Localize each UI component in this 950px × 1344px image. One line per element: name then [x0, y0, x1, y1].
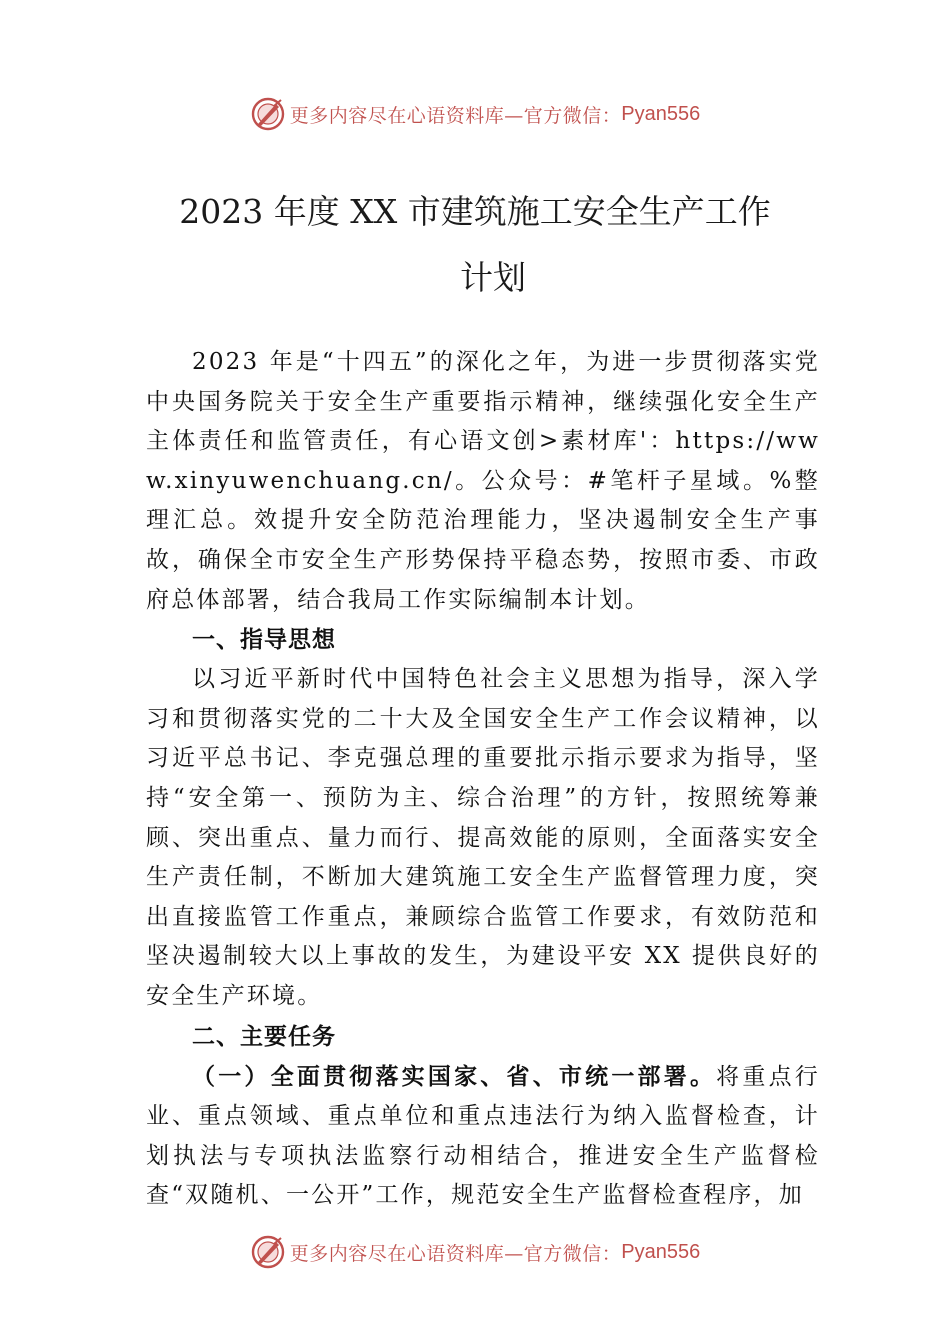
section2-sub1-paragraph	[146, 1057, 820, 1216]
section2-heading: 二、主要任务	[192, 1023, 336, 1050]
intro-paragraph: 2023 年是“十四五”的深化之年，为进一步贯彻落实党中央国务院关于安全生产重要指示精神，继续强化安全生产主体责任和监管责任，有心语文创>素材库'：https://www.xinyuwenchuang.cn/。公众号：#笔杆子星域。%整理汇总。效提升安全防范治理能力，坚决遏制安全生产事故，确保全市安全生产形势保持平稳态势，按照市委、市政府总体部署，结合我局工作实际编制本计划。	[146, 349, 820, 613]
footer-wechat-id: Pyan556	[621, 1240, 701, 1263]
wechat-id: Pyan556	[621, 102, 701, 125]
document-title-line1: 2023 年度 XX 市建筑施工安全生产工作	[179, 192, 771, 231]
footer-watermark-banner	[0, 1232, 950, 1272]
header-watermark-banner	[0, 94, 950, 134]
section2-sub1-body: 将重点行业、重点领域、重点单位和重点违法行为纳入监督检查，计划执法与专项执法监察行动相结合，推进安全生产监督检查“双随机、一公开”工作，规范安全生产监督检查程序，加	[146, 1063, 820, 1209]
section2-sub1-heading: （一）全面贯彻落实国家、省、市统一部署。	[192, 1062, 717, 1090]
section1-paragraph: 以习近平新时代中国特色社会主义思想为指导，深入学习和贯彻落实党的二十大及全国安全生产工作会议精神，以习近平总书记、李克强总理的重要批示指示要求为指导，坚持“安全第一、预防为主、综合治理”的方针，按照统筹兼顾、突出重点、量力而行、提高效能的原则，全面落实安全生产责任制，不断加大建筑施工安全生产监督管理力度，突出直接监管工作重点，兼顾综合监管工作要求，有效防范和坚决遏制较大以上事故的发生，为建设平安 XX 提供良好的安全生产环境。	[146, 666, 820, 1009]
document-title-line2: 计划	[460, 258, 526, 297]
quill-pen-seal-icon	[250, 96, 286, 132]
section1-heading: 一、指导思想	[192, 627, 336, 654]
quill-pen-seal-icon	[250, 1234, 286, 1270]
footer-banner-text: 更多内容尽在心语资料库—官方微信：	[289, 1242, 622, 1265]
document-body	[146, 343, 820, 1216]
banner-text: 更多内容尽在心语资料库—官方微信：	[289, 104, 622, 127]
